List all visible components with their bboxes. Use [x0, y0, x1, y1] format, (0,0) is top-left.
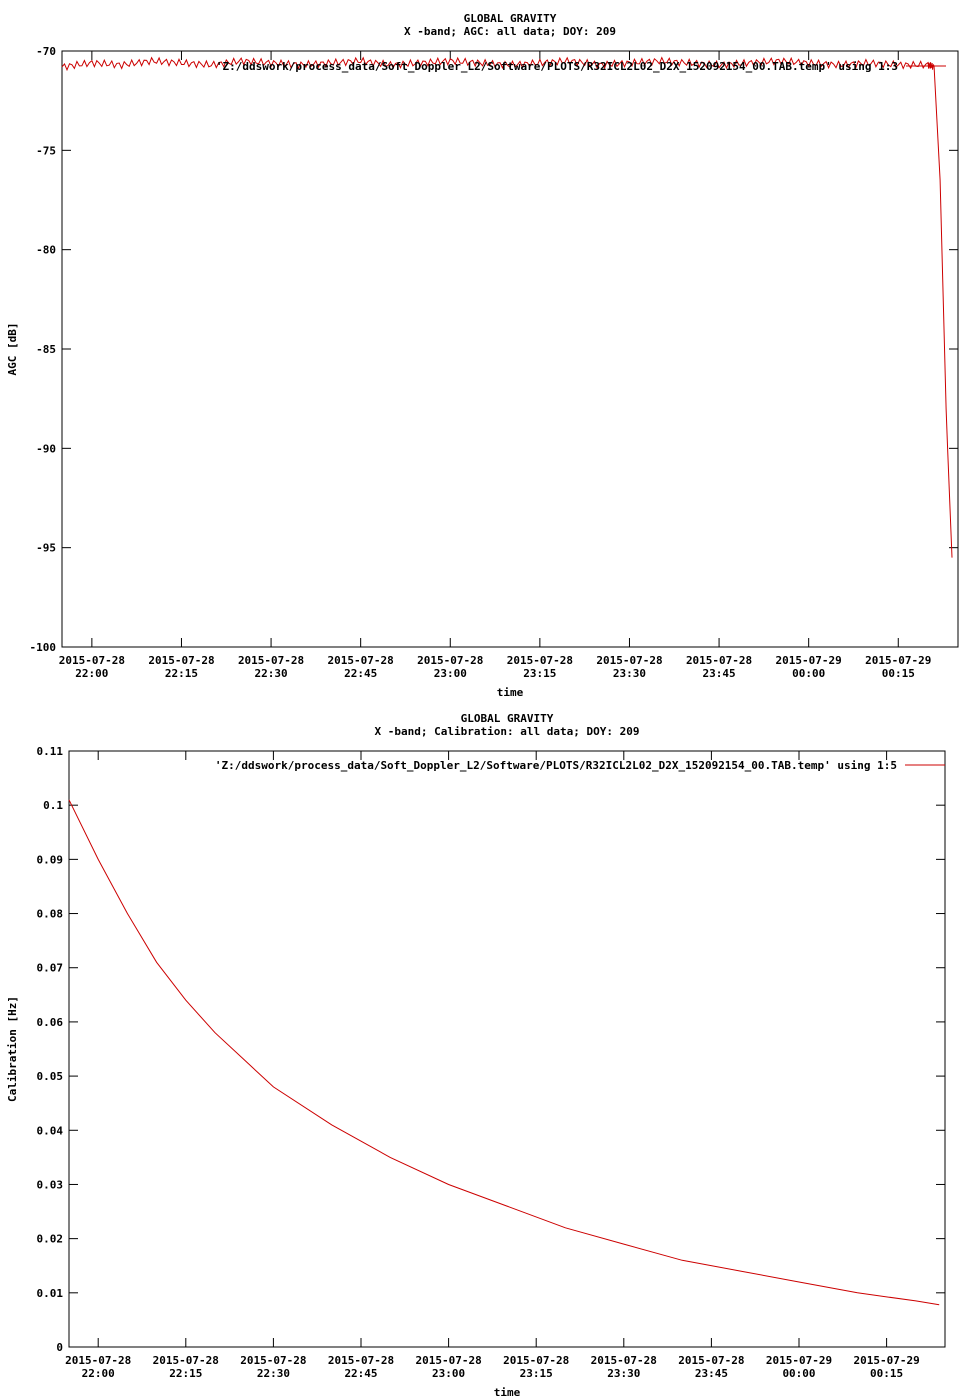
x-tick-label: 2015-07-28	[503, 1354, 570, 1367]
y-tick-label: 0.05	[36, 1070, 63, 1084]
y-tick-label: 0.11	[36, 745, 63, 758]
plot-frame	[62, 51, 958, 647]
x-tick-label: 22:45	[344, 667, 378, 680]
y-tick-label: -85	[36, 343, 56, 356]
y-tick-label: 0.06	[36, 1015, 63, 1029]
x-tick-label: 2015-07-28	[685, 654, 753, 667]
x-tick-label: 2015-07-29	[775, 654, 842, 667]
x-tick-label: 00:00	[782, 1367, 816, 1380]
y-tick-label: -100	[29, 641, 56, 654]
y-axis-label: Calibration [Hz]	[6, 996, 19, 1102]
x-tick-label: 2015-07-29	[765, 1354, 833, 1367]
x-tick-label: 2015-07-28	[415, 1354, 482, 1367]
y-tick-label: -70	[36, 45, 56, 58]
x-tick-label: 00:15	[881, 667, 915, 680]
x-axis-label: time	[496, 686, 524, 699]
x-tick-label: 2015-07-28	[327, 654, 394, 667]
chart-subtitle: X -band; Calibration: all data; DOY: 209	[374, 725, 640, 738]
y-tick-label: -75	[36, 144, 56, 158]
x-axis-label: time	[493, 1386, 521, 1399]
x-tick-label: 2015-07-28	[58, 654, 125, 667]
x-tick-label: 2015-07-28	[678, 1354, 745, 1367]
x-tick-label: 00:15	[870, 1367, 904, 1380]
x-tick-label: 22:45	[344, 1367, 378, 1380]
x-tick-label: 23:15	[519, 1367, 553, 1380]
x-tick-label: 2015-07-28	[237, 654, 305, 667]
x-tick-label: 2015-07-28	[148, 654, 215, 667]
chart-subtitle: X -band; AGC: all data; DOY: 209	[404, 25, 616, 38]
y-tick-label: -80	[36, 243, 56, 257]
y-tick-label: 0.01	[36, 1286, 63, 1300]
x-tick-label: 23:30	[612, 667, 647, 680]
x-tick-label: 2015-07-28	[506, 654, 573, 667]
x-tick-label: 23:45	[702, 667, 736, 680]
x-tick-label: 23:30	[607, 1367, 641, 1380]
x-tick-label: 22:30	[254, 667, 288, 680]
y-axis-label: AGC [dB]	[6, 322, 19, 376]
series-line	[62, 58, 952, 558]
plot-frame	[69, 751, 945, 1347]
x-tick-label: 2015-07-28	[152, 1354, 219, 1367]
x-tick-label: 2015-07-28	[327, 1354, 395, 1367]
x-tick-label: 22:00	[75, 667, 109, 680]
x-tick-label: 2015-07-28	[65, 1354, 132, 1367]
x-tick-label: 23:00	[432, 1367, 466, 1380]
legend-label: 'Z:/ddswork/process_data/Soft_Doppler_L2/Software/PLOTS/R32ICL2L02_D2X_152092154_00.TAB.temp' using 1:5	[214, 759, 897, 772]
x-tick-label: 2015-07-28	[417, 654, 484, 667]
y-tick-label: 0.02	[36, 1232, 63, 1246]
y-tick-label: -90	[36, 442, 56, 456]
x-tick-label: 2015-07-29	[853, 1354, 920, 1367]
y-tick-label: 0.07	[36, 961, 63, 975]
x-tick-label: 22:15	[169, 1367, 203, 1380]
x-tick-label: 2015-07-29	[865, 654, 932, 667]
y-tick-label: 0.08	[36, 907, 63, 921]
x-tick-label: 23:45	[694, 1367, 728, 1380]
y-tick-label: 0.03	[36, 1178, 63, 1192]
series-line	[69, 800, 939, 1305]
x-tick-label: 22:00	[81, 1367, 115, 1380]
x-tick-label: 22:15	[164, 667, 199, 680]
x-tick-label: 23:00	[433, 667, 467, 680]
x-tick-label: 2015-07-28	[590, 1354, 657, 1367]
y-tick-label: 0.1	[43, 799, 63, 813]
y-tick-label: 0.04	[36, 1124, 63, 1138]
y-tick-label: 0	[56, 1341, 63, 1354]
chart-title: GLOBAL GRAVITY	[463, 12, 557, 25]
legend-label: 'Z:/ddswork/process_data/Soft_Doppler_L2/Software/PLOTS/R32ICL2L02_D2X_152092154_00.TAB.temp' using 1:3	[215, 60, 898, 73]
x-tick-label: 22:30	[256, 1367, 290, 1380]
x-tick-label: 2015-07-28	[596, 654, 663, 667]
chart-title: GLOBAL GRAVITY	[460, 712, 554, 725]
x-tick-label: 00:00	[792, 667, 826, 680]
y-tick-label: 0.09	[36, 853, 63, 867]
x-tick-label: 2015-07-28	[240, 1354, 307, 1367]
x-tick-label: 23:15	[523, 667, 557, 680]
y-tick-label: -95	[36, 541, 56, 555]
